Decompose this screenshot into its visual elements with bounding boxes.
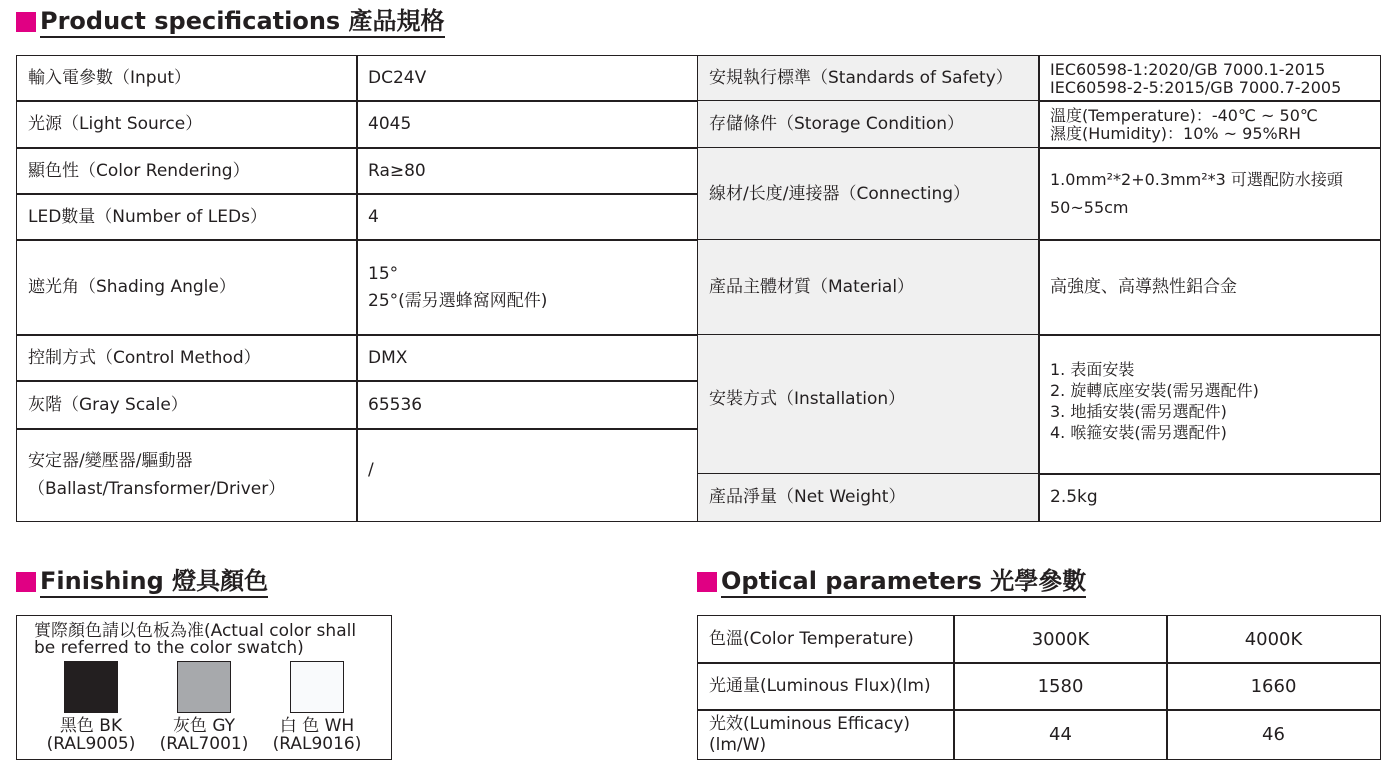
spec-label-storage: 存儲條件（Storage Condition）: [697, 100, 1040, 149]
swatch-code: (RAL9016): [272, 734, 362, 754]
swatch-name: 灰色 GY: [172, 716, 236, 736]
product-spec-heading: [16, 7, 445, 37]
optical-heading: [697, 567, 1086, 597]
optical-title: Optical parameters 光學參數: [721, 567, 1086, 598]
optical-value: 1660: [1166, 662, 1381, 711]
safety-standard-line: IEC60598-2-5:2015/GB 7000.7-2005: [1050, 77, 1342, 97]
optical-value: 44: [953, 709, 1168, 760]
optical-label: 光通量(Luminous Flux)(lm): [697, 662, 955, 711]
storage-condition-line: 溫度(Temperature)：-40℃ ~ 50℃: [1050, 105, 1318, 125]
optical-label: 光效(Luminous Efficacy)(lm/W): [697, 709, 955, 760]
spec-label-shading-angle: 遮光角（Shading Angle）: [16, 239, 358, 336]
connecting-line: 50~55cm: [1050, 198, 1129, 217]
section-marker-icon: [16, 572, 36, 592]
optical-label: 色溫(Color Temperature): [697, 615, 955, 664]
swatch-white: [290, 661, 344, 713]
optical-value: 1580: [953, 662, 1168, 711]
spec-label-color-rendering: 顯色性（Color Rendering）: [16, 147, 358, 195]
section-marker-icon: [16, 12, 36, 32]
spec-value-installation: [1038, 334, 1381, 475]
swatch-gray-label: [149, 717, 259, 753]
spec-value-input: DC24V: [356, 55, 699, 102]
connecting-line: 1.0mm²*2+0.3mm²*3 可選配防水接頭: [1050, 170, 1343, 189]
spec-label-safety: 安規執行標準（Standards of Safety）: [697, 55, 1040, 102]
optical-value: 46: [1166, 709, 1381, 760]
finishing-note-line: be referred to the color swatch): [34, 638, 304, 658]
swatch-black-label: [36, 717, 146, 753]
optical-value: 4000K: [1166, 615, 1381, 664]
shading-angle-line: 15°: [368, 263, 399, 284]
spec-value-gray-scale: 65536: [356, 380, 699, 430]
driver-label-line: 安定器/變壓器/驅動器: [28, 451, 193, 471]
storage-condition-line: 濕度(Humidity)：10% ~ 95%RH: [1050, 123, 1301, 143]
finishing-note-line: 實際顏色請以色板為准(Actual color shall: [34, 621, 357, 641]
spec-value-number-of-leds: 4: [356, 193, 699, 241]
spec-value-control-method: DMX: [356, 334, 699, 382]
spec-label-driver: [16, 428, 358, 522]
swatch-black: [64, 661, 118, 713]
installation-item: 4. 喉箍安裝(需另選配件): [1050, 422, 1227, 442]
finishing-heading: [16, 567, 268, 597]
swatch-name: 黑色 BK: [59, 716, 123, 736]
swatch-name: 白 色 WH: [279, 716, 355, 736]
spec-label-gray-scale: 灰階（Gray Scale）: [16, 380, 358, 430]
spec-value-light-source: 4045: [356, 100, 699, 149]
spec-label-number-of-leds: LED數量（Number of LEDs）: [16, 193, 358, 241]
spec-value-net-weight: 2.5kg: [1038, 473, 1381, 522]
product-spec-title: Product specifications 產品規格: [40, 7, 445, 38]
spec-label-light-source: 光源（Light Source）: [16, 100, 358, 149]
spec-value-safety: [1038, 55, 1381, 102]
optical-value: 3000K: [953, 615, 1168, 664]
safety-standard-line: IEC60598-1:2020/GB 7000.1-2015: [1050, 59, 1326, 79]
installation-item: 1. 表面安裝: [1050, 359, 1135, 379]
finishing-panel: [16, 615, 392, 760]
spec-label-input: 輸入電參數（Input）: [16, 55, 358, 102]
spec-label-installation: 安裝方式（Installation）: [697, 334, 1040, 475]
spec-value-shading-angle: [356, 239, 699, 336]
swatch-code: (RAL7001): [159, 734, 249, 754]
spec-value-driver: /: [356, 428, 699, 522]
spec-label-control-method: 控制方式（Control Method）: [16, 334, 358, 382]
shading-angle-line: 25°(需另選蜂窩网配件): [368, 290, 548, 311]
installation-item: 3. 地插安裝(需另選配件): [1050, 401, 1227, 421]
swatch-white-label: [262, 717, 372, 753]
spec-value-storage: [1038, 100, 1381, 149]
finishing-title: Finishing 燈具顏色: [40, 567, 268, 598]
swatch-code: (RAL9005): [46, 734, 136, 754]
spec-label-connecting: 線材/长度/連接器（Connecting）: [697, 147, 1040, 241]
spec-label-net-weight: 產品淨量（Net Weight）: [697, 473, 1040, 522]
section-marker-icon: [697, 572, 717, 592]
spec-label-material: 產品主體材質（Material）: [697, 239, 1040, 336]
spec-value-material: 高強度、高導熱性鋁合金: [1038, 239, 1381, 336]
spec-value-color-rendering: Ra≥80: [356, 147, 699, 195]
spec-value-connecting: [1038, 147, 1381, 241]
swatch-gray: [177, 661, 231, 713]
installation-item: 2. 旋轉底座安裝(需另選配件): [1050, 380, 1259, 400]
driver-label-line: （Ballast/Transformer/Driver）: [28, 479, 286, 499]
finishing-note: [34, 623, 356, 657]
